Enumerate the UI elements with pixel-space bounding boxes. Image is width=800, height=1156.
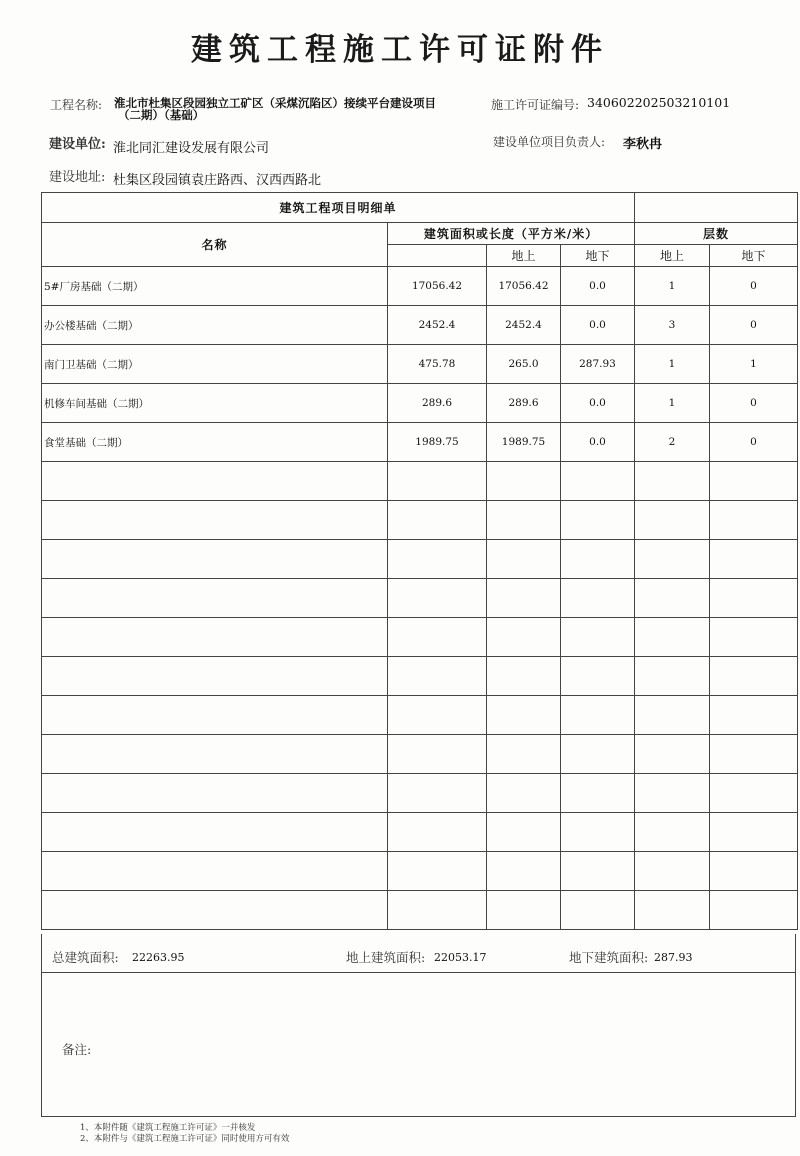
col-floor-above: 地上 (635, 245, 710, 267)
builder-label: 建设单位: (49, 137, 106, 152)
below-area-label: 地下建筑面积: (569, 950, 649, 965)
table-row (42, 267, 798, 306)
footnote-2: 2、本附件与《建筑工程施工许可证》同时使用方可有效 (80, 1134, 290, 1144)
cell-fa: 1 (635, 345, 710, 384)
cell-fb: 0 (710, 384, 798, 423)
cell-fa: 1 (635, 267, 710, 306)
cell-name: 机修车间基础（二期） (42, 384, 388, 423)
cell-above: 265.0 (487, 345, 561, 384)
cell-empty (710, 774, 798, 813)
cell-fb: 0 (710, 267, 798, 306)
cell-empty (42, 735, 388, 774)
table-caption: 建筑工程项目明细单 (42, 193, 635, 223)
leader-label: 建设单位项目负责人: (493, 135, 606, 149)
table-row-empty (42, 657, 798, 696)
cell-empty (561, 774, 635, 813)
table-row-empty (42, 735, 798, 774)
summary-divider (42, 972, 795, 973)
cell-empty (710, 579, 798, 618)
cell-total: 1989.75 (388, 423, 487, 462)
cell-empty (42, 657, 388, 696)
cell-fb: 0 (710, 306, 798, 345)
cell-empty (42, 462, 388, 501)
cell-empty (487, 657, 561, 696)
cell-empty (561, 579, 635, 618)
permit-no-label: 施工许可证编号: (491, 98, 580, 112)
cell-empty (42, 774, 388, 813)
cell-empty (561, 540, 635, 579)
cell-empty (388, 501, 487, 540)
table-row-empty (42, 540, 798, 579)
cell-empty (635, 657, 710, 696)
table-row-empty (42, 774, 798, 813)
cell-fa: 2 (635, 423, 710, 462)
cell-empty (388, 735, 487, 774)
cell-empty (710, 501, 798, 540)
project-name-line2: （二期）（基础） (118, 108, 205, 122)
cell-empty (635, 462, 710, 501)
table-row (42, 384, 798, 423)
cell-empty (487, 501, 561, 540)
col-floor-below: 地下 (710, 245, 798, 267)
cell-empty (388, 618, 487, 657)
cell-empty (388, 657, 487, 696)
cell-empty (487, 852, 561, 891)
project-name-label: 工程名称: (50, 98, 103, 112)
cell-empty (635, 891, 710, 930)
cell-empty (635, 813, 710, 852)
cell-empty (561, 618, 635, 657)
cell-name: 食堂基础（二期） (42, 423, 388, 462)
col-area: 建筑面积或长度（平方米/米） (388, 223, 635, 245)
table-row (42, 306, 798, 345)
col-name: 名称 (42, 223, 388, 267)
cell-total: 289.6 (388, 384, 487, 423)
cell-empty (561, 696, 635, 735)
project-name-line1: 淮北市杜集区段园独立工矿区（采煤沉陷区）接续平台建设项目 (114, 96, 436, 110)
cell-empty (710, 891, 798, 930)
document-title: 建筑工程施工许可证附件 (191, 32, 609, 68)
cell-total: 2452.4 (388, 306, 487, 345)
cell-empty (487, 462, 561, 501)
address-label: 建设地址: (49, 170, 106, 185)
col-floors: 层数 (635, 223, 798, 245)
cell-empty (710, 540, 798, 579)
table-row-empty (42, 462, 798, 501)
cell-empty (487, 618, 561, 657)
below-area: 287.93 (654, 951, 693, 964)
cell-empty (42, 540, 388, 579)
cell-empty (635, 501, 710, 540)
cell-empty (635, 579, 710, 618)
cell-empty (388, 462, 487, 501)
cell-empty (710, 735, 798, 774)
cell-name: 办公楼基础（二期） (42, 306, 388, 345)
above-area: 22053.17 (434, 951, 487, 964)
cell-empty (42, 813, 388, 852)
cell-below: 0.0 (561, 384, 635, 423)
cell-total: 17056.42 (388, 267, 487, 306)
cell-empty (710, 852, 798, 891)
cell-name: 南门卫基础（二期） (42, 345, 388, 384)
cell-empty (42, 852, 388, 891)
address: 杜集区段园镇袁庄路西、汉西西路北 (113, 173, 322, 188)
cell-empty (710, 657, 798, 696)
cell-empty (388, 579, 487, 618)
cell-empty (710, 462, 798, 501)
cell-empty (388, 852, 487, 891)
total-area: 22263.95 (132, 951, 185, 964)
cell-empty (635, 540, 710, 579)
cell-empty (561, 735, 635, 774)
cell-fa: 3 (635, 306, 710, 345)
col-above: 地上 (487, 245, 561, 267)
table-caption-blank (635, 193, 798, 223)
cell-total: 475.78 (388, 345, 487, 384)
footnote-1: 1、本附件随《建筑工程施工许可证》一并核发 (80, 1123, 256, 1133)
cell-below: 287.93 (561, 345, 635, 384)
cell-empty (561, 657, 635, 696)
cell-above: 1989.75 (487, 423, 561, 462)
col-area-total-blank (388, 245, 487, 267)
cell-empty (487, 696, 561, 735)
table-row-empty (42, 579, 798, 618)
cell-empty (487, 891, 561, 930)
cell-empty (388, 696, 487, 735)
cell-empty (388, 540, 487, 579)
cell-empty (42, 579, 388, 618)
cell-empty (42, 501, 388, 540)
cell-empty (635, 735, 710, 774)
col-below: 地下 (561, 245, 635, 267)
cell-empty (388, 891, 487, 930)
cell-above: 289.6 (487, 384, 561, 423)
cell-empty (42, 891, 388, 930)
cell-above: 2452.4 (487, 306, 561, 345)
cell-empty (388, 774, 487, 813)
cell-empty (710, 813, 798, 852)
cell-below: 0.0 (561, 306, 635, 345)
cell-empty (561, 813, 635, 852)
table-row-empty (42, 501, 798, 540)
cell-empty (487, 540, 561, 579)
cell-fa: 1 (635, 384, 710, 423)
total-area-label: 总建筑面积: (52, 950, 119, 965)
cell-empty (487, 813, 561, 852)
table-row-empty (42, 813, 798, 852)
table-row-empty (42, 891, 798, 930)
cell-name: 5#厂房基础（二期） (42, 267, 388, 306)
cell-empty (710, 696, 798, 735)
cell-fb: 0 (710, 423, 798, 462)
table-row (42, 345, 798, 384)
project-detail-table (41, 192, 798, 930)
cell-empty (635, 852, 710, 891)
above-area-label: 地上建筑面积: (346, 950, 426, 965)
cell-empty (635, 696, 710, 735)
cell-empty (42, 618, 388, 657)
cell-empty (561, 852, 635, 891)
table-row-empty (42, 852, 798, 891)
cell-below: 0.0 (561, 267, 635, 306)
cell-empty (561, 891, 635, 930)
leader: 李秋冉 (623, 137, 663, 152)
cell-empty (561, 501, 635, 540)
table-row-empty (42, 618, 798, 657)
cell-empty (635, 774, 710, 813)
cell-empty (561, 462, 635, 501)
cell-empty (487, 579, 561, 618)
cell-empty (635, 618, 710, 657)
cell-empty (388, 813, 487, 852)
builder: 淮北同汇建设发展有限公司 (113, 141, 270, 156)
permit-no: 340602202503210101 (587, 95, 731, 110)
cell-above: 17056.42 (487, 267, 561, 306)
cell-empty (710, 618, 798, 657)
cell-fb: 1 (710, 345, 798, 384)
cell-empty (42, 696, 388, 735)
cell-empty (487, 735, 561, 774)
remarks-label: 备注: (62, 1042, 92, 1057)
table-row (42, 423, 798, 462)
table-row-empty (42, 696, 798, 735)
cell-empty (487, 774, 561, 813)
cell-below: 0.0 (561, 423, 635, 462)
